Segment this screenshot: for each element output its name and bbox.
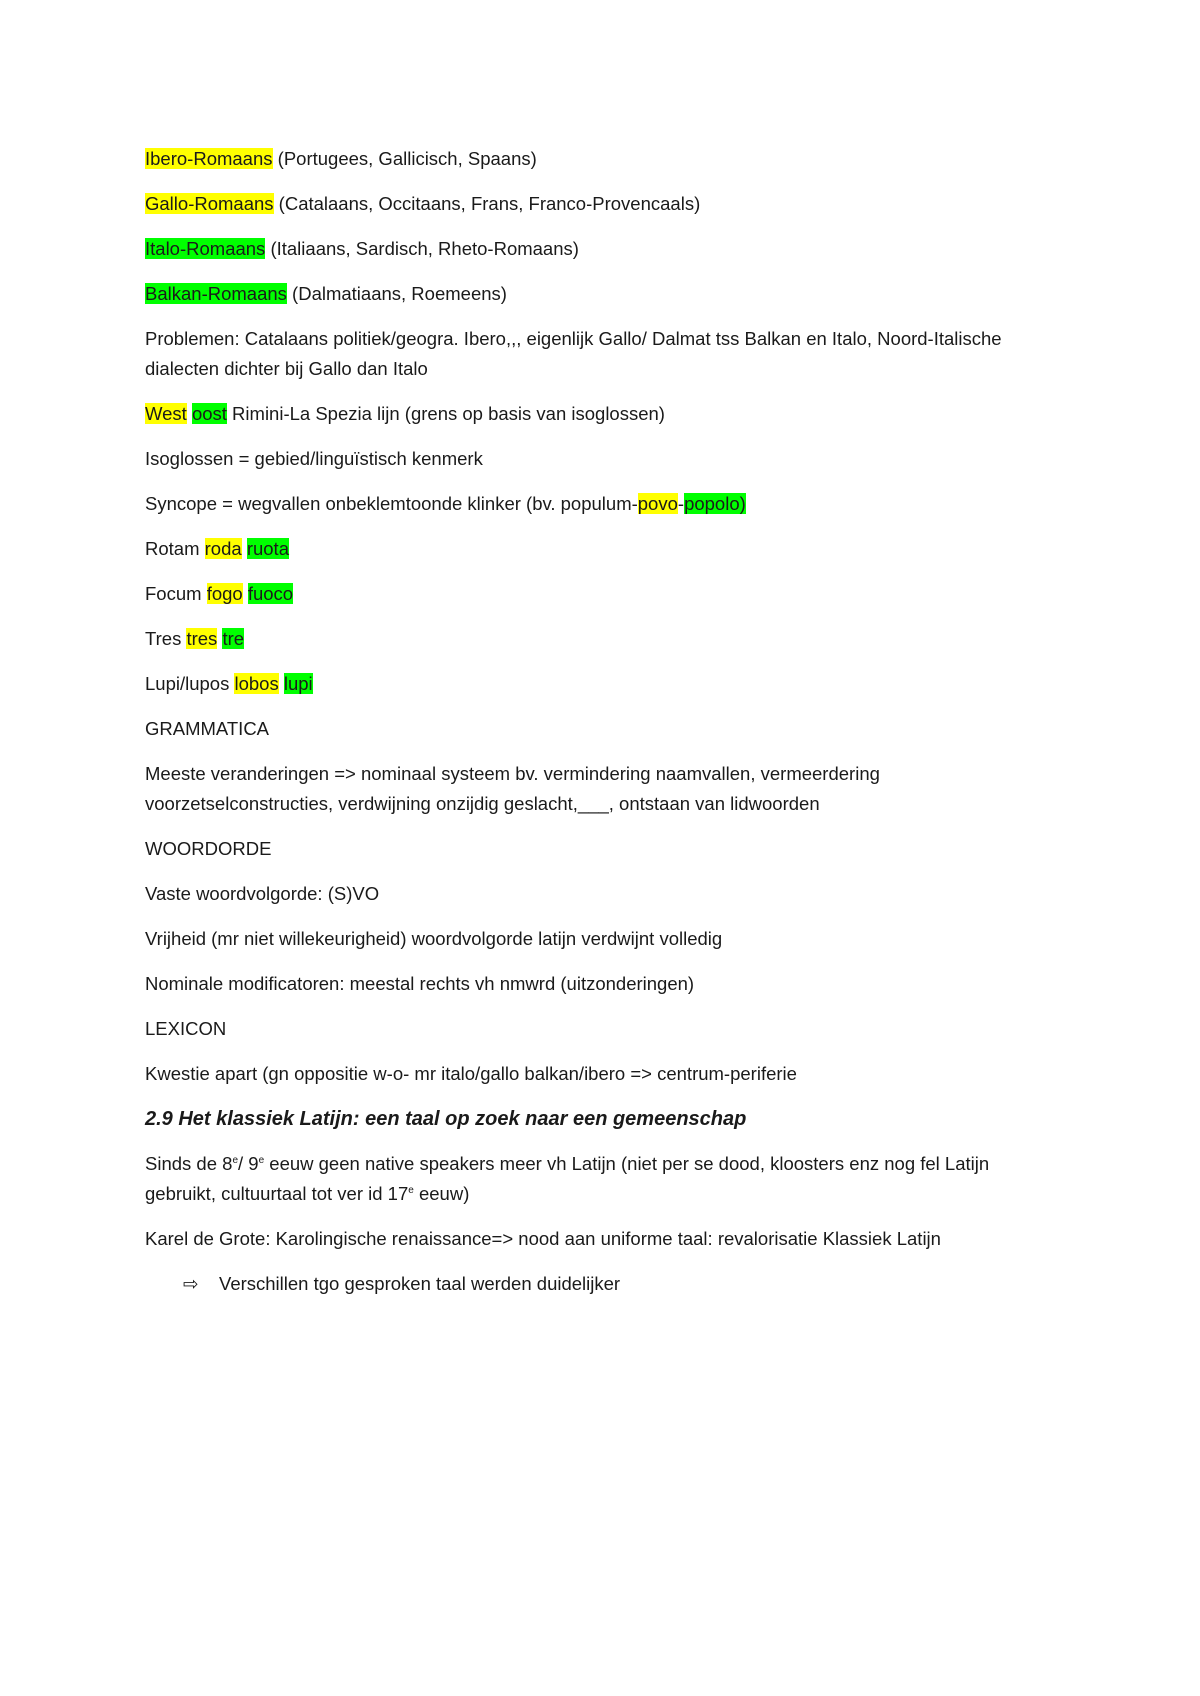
line-gallo	[145, 189, 1045, 219]
dash: -	[677, 493, 685, 514]
highlight-yellow: Gallo-Romaans	[145, 193, 274, 214]
highlight-yellow: lobos	[234, 673, 279, 694]
line-nominale-modificatoren: Nominale modificatoren: meestal rechts vh nmwrd (uitzonderingen)	[145, 973, 695, 994]
line-italo	[145, 234, 1045, 264]
highlight-yellow: tres	[186, 628, 218, 649]
line-text: (Catalaans, Occitaans, Frans, Franco-Provencaals)	[273, 193, 701, 214]
line-problemen: Problemen: Catalaans politiek/geogra. Ibero,,, eigenlijk Gallo/ Dalmat tss Balkan en Italo, Noord-Italische dialecten dichter bij Gallo dan Italo	[145, 328, 1002, 379]
latin-word: Focum	[145, 583, 207, 604]
latin-word: Lupi/lupos	[145, 673, 235, 694]
highlight-yellow: fogo	[206, 583, 243, 604]
line-meeste-veranderingen: Meeste veranderingen => nominaal systeem bv. vermindering naamvallen, vermeerdering voorzetselconstructies, verdwijning onzijdig geslacht,___, ontstaan van lidwoorden	[145, 763, 880, 814]
highlight-green: ruota	[246, 538, 289, 559]
line-tres	[145, 624, 1045, 654]
highlight-green: popolo)	[684, 493, 746, 514]
line-focum	[145, 579, 1045, 609]
section-heading: 2.9 Het klassiek Latijn: een taal op zoek naar een gemeenschap	[145, 1108, 747, 1130]
line-kwestie-apart: Kwestie apart (gn oppositie w-o- mr italo/gallo balkan/ibero => centrum-periferie	[145, 1063, 797, 1084]
label-lexicon: LEXICON	[145, 1018, 227, 1039]
line-syncope	[145, 489, 1045, 519]
line-sinds	[145, 1149, 1045, 1209]
highlight-green: lupi	[283, 673, 313, 694]
latin-word: Rotam	[145, 538, 205, 559]
line-text: Syncope = wegvallen onbeklemtoonde klinker (bv. populum-	[145, 493, 638, 514]
line-balkan	[145, 279, 1045, 309]
highlight-yellow: roda	[204, 538, 242, 559]
label-woordorde: WOORDORDE	[145, 838, 272, 859]
document-body	[145, 144, 1045, 1314]
superscript: e	[408, 1184, 414, 1196]
arrow-right-icon: ⇨	[183, 1273, 199, 1294]
line-text: (Dalmatiaans, Roemeens)	[286, 283, 507, 304]
latin-word: Tres	[145, 628, 187, 649]
line-text: Rimini-La Spezia lijn (grens op basis van isoglossen)	[226, 403, 665, 424]
line-text: (Portugees, Gallicisch, Spaans)	[272, 148, 537, 169]
superscript: e	[258, 1154, 265, 1166]
line-text: (Italiaans, Sardisch, Rheto-Romaans)	[265, 238, 579, 259]
line-karel: Karel de Grote: Karolingische renaissance=> nood aan uniforme taal: revalorisatie Klassiek Latijn	[145, 1228, 941, 1249]
line-vrijheid: Vrijheid (mr niet willekeurigheid) woordvolgorde latijn verdwijnt volledig	[145, 928, 723, 949]
highlight-yellow: povo	[637, 493, 678, 514]
line-text: eeuw)	[413, 1183, 470, 1204]
highlight-green: tre	[222, 628, 245, 649]
line-text: eeuw geen native speakers meer vh Latijn (niet per se dood, kloosters enz nog fel Latijn gebruikt, cultuurtaal tot ver id 17	[145, 1153, 990, 1204]
line-text: / 9	[238, 1153, 259, 1174]
highlight-green: Italo-Romaans	[145, 238, 266, 259]
line-ibero	[145, 144, 1045, 174]
highlight-green: oost	[191, 403, 227, 424]
highlight-yellow: West	[145, 403, 187, 424]
line-text: Sinds de 8	[145, 1153, 233, 1174]
highlight-green: Balkan-Romaans	[145, 283, 287, 304]
line-vaste-woordvolgorde: Vaste woordvolgorde: (S)VO	[145, 883, 380, 904]
line-rotam	[145, 534, 1045, 564]
bullet-item	[145, 1269, 1045, 1299]
label-grammatica: GRAMMATICA	[145, 718, 270, 739]
bullet-text: Verschillen tgo gesproken taal werden duidelijker	[219, 1273, 621, 1294]
highlight-green: fuoco	[247, 583, 294, 604]
line-isoglossen: Isoglossen = gebied/linguïstisch kenmerk	[145, 448, 483, 469]
highlight-yellow: Ibero-Romaans	[145, 148, 273, 169]
superscript: e	[232, 1154, 238, 1166]
line-west-oost	[145, 399, 1045, 429]
line-lupi	[145, 669, 1045, 699]
